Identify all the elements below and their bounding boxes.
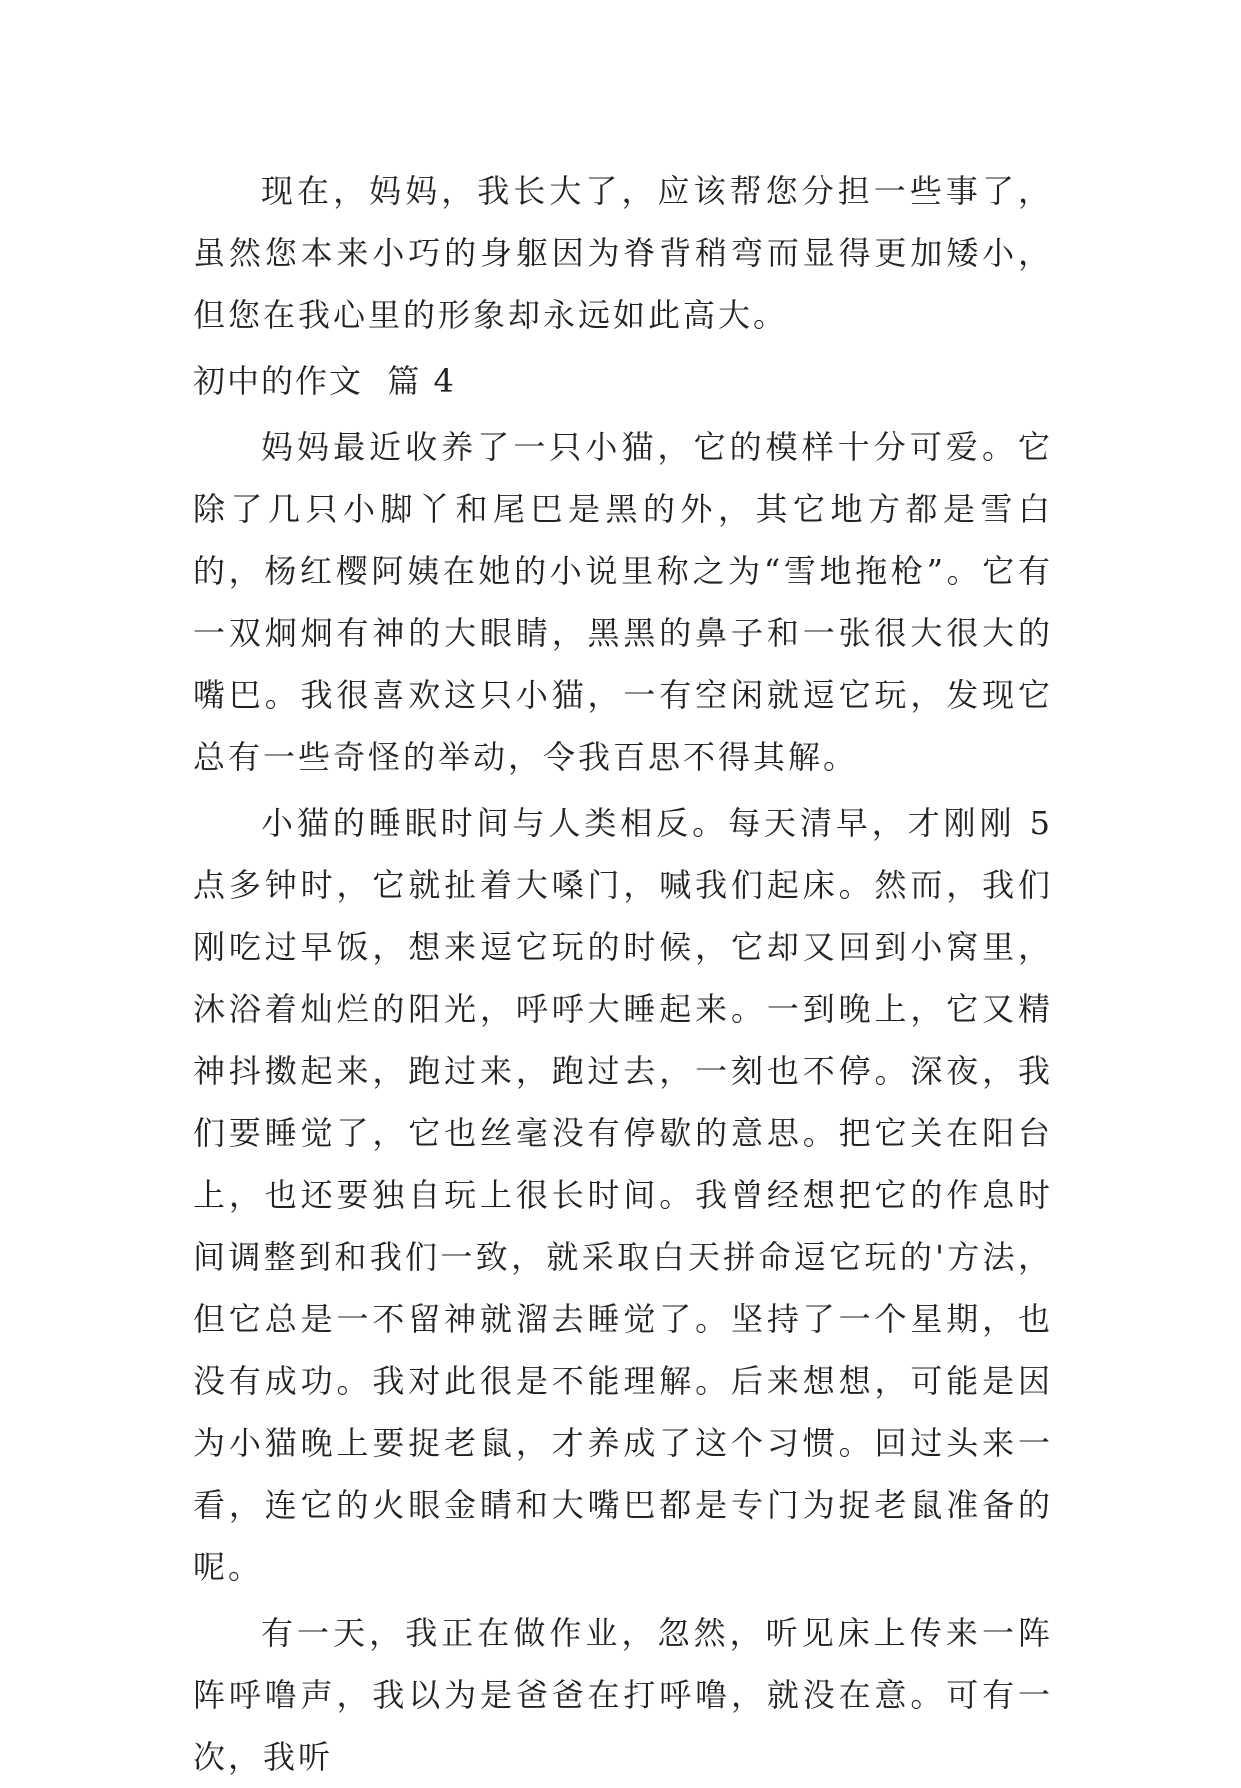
section-heading: 初中的作文 篇 4 (193, 362, 456, 400)
paragraph-3: 小猫的睡眠时间与人类相反。每天清早，才刚刚 5 点多钟时，它就扯着大嗓门，喊我们起床。然而，我们刚吃过早饭，想来逗它玩的时候，它却又回到小窝里，沐浴着灿烂的阳光，呼呼大睡起来。一到晚上，它又精神抖擞起来，跑过来，跑过去，一刻也不停。深夜，我们要睡觉了，它也丝毫没有停歇的意思。把它关在阳台上，也还要独自玩上很长时间。我曾经想把它的作息时间调整到和我们一致，就采取白天拼命逗它玩的'方法，但它总是一不留神就溜去睡觉了。坚持了一个星期，也没有成功。我对此很是不能理解。后来想想，可能是因为小猫晚上要捉老鼠，才养成了这个习惯。回过头来一看，连它的火眼金睛和大嘴巴都是专门为捉老鼠准备的呢。 (193, 804, 1053, 1586)
paragraph-4: 有一天，我正在做作业，忽然，听见床上传来一阵阵呼噜声，我以为是爸爸在打呼噜，就没在意。可有一次，我听 (193, 1614, 1053, 1776)
document-page (193, 160, 1053, 1788)
paragraph-1: 现在，妈妈，我长大了，应该帮您分担一些事了，虽然您本来小巧的身躯因为脊背稍弯而显得更加矮小，但您在我心里的形象却永远如此高大。 (193, 172, 1053, 334)
paragraph-2: 妈妈最近收养了一只小猫，它的模样十分可爱。它除了几只小脚丫和尾巴是黑的外，其它地方都是雪白的，杨红樱阿姨在她的小说里称之为“雪地拖枪”。它有一双炯炯有神的大眼睛，黑黑的鼻子和一张很大很大的嘴巴。我很喜欢这只小猫，一有空闲就逗它玩，发现它总有一些奇怪的举动，令我百思不得其解。 (193, 428, 1053, 776)
